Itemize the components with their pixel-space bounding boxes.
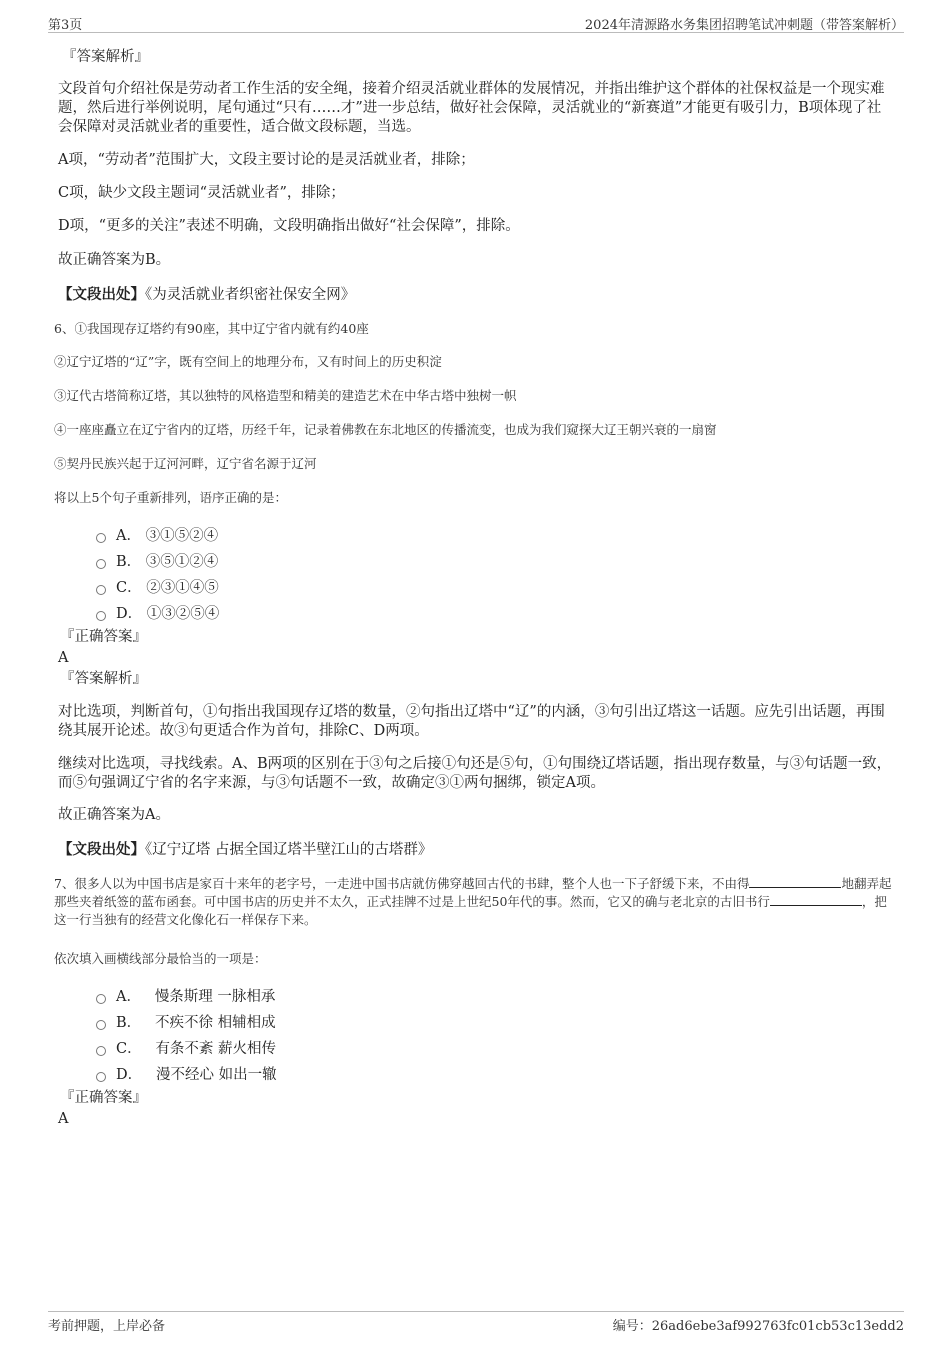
source-line xyxy=(58,285,355,305)
question-sentence: ⑤契丹民族兴起于辽河河畔，辽宁省名源于辽河 xyxy=(54,456,317,471)
answer-label: 『正确答案』 xyxy=(60,629,147,645)
radio-icon[interactable] xyxy=(96,1020,106,1030)
answer-label: 『正确答案』 xyxy=(60,1090,147,1106)
option-c[interactable]: C． 有条不紊 薪火相传 xyxy=(96,1037,276,1058)
radio-icon[interactable] xyxy=(96,1046,106,1056)
conclusion: 故正确答案为B。 xyxy=(58,252,171,268)
document-id: 编号：26ad6ebe3af992763fc01cb53c13edd2 xyxy=(612,1319,904,1334)
analysis-option-c: C项，缺少文段主题词“灵活就业者”，排除； xyxy=(58,185,345,201)
analysis-option-a: A项，“劳动者”范围扩大，文段主要讨论的是灵活就业者，排除； xyxy=(58,152,475,168)
radio-icon[interactable] xyxy=(96,611,106,621)
option-b[interactable]: B． ③⑤①②④ xyxy=(96,550,218,571)
question-sentence: 6、①我国现存辽塔约有90座，其中辽宁省内就有约40座 xyxy=(54,321,369,336)
answer-blank xyxy=(770,893,862,906)
question-stem: 7、很多人以为中国书店是家百十来年的老字号，一走进中国书店就仿佛穿越回古代的书肆，整个人也一下子舒缓下来，不由得 地翻弄起那些夹着纸签的蓝布函套。可中国书店的历史并不太久，正式挂牌不过是上世纪50年代的事。然而，它又的确与老北京的古旧书行 ，把这一行当独有的经营文化像化石一样保存下来。 xyxy=(54,876,892,927)
page-number: 第3页 xyxy=(48,18,83,33)
answer-value: A xyxy=(58,1111,69,1127)
question-prompt: 将以上5个句子重新排列，语序正确的是： xyxy=(54,490,287,505)
radio-icon[interactable] xyxy=(96,533,106,543)
page-header xyxy=(48,12,904,33)
source-label: 【文段出处】 xyxy=(58,286,145,303)
radio-icon[interactable] xyxy=(96,585,106,595)
document-title: 2024年清源路水务集团招聘笔试冲刺题（带答案解析） xyxy=(584,18,904,33)
question-sentence: ③辽代古塔简称辽塔，其以独特的风格造型和精美的建造艺术在中华古塔中独树一帜 xyxy=(54,388,517,403)
option-d[interactable]: D． 漫不经心 如出一辙 xyxy=(96,1063,277,1084)
radio-icon[interactable] xyxy=(96,1072,106,1082)
answer-value: A xyxy=(58,650,69,666)
analysis-paragraph: 继续对比选项，寻找线索。A、B两项的区别在于③句之后接①句还是⑤句，①句围绕辽塔话题，指出现存数量，与③句话题一致，而⑤句强调辽宁省的名字来源，与③句话题不一致，故确定③①两句捆绑，锁定A项。 xyxy=(58,756,892,791)
radio-icon[interactable] xyxy=(96,559,106,569)
source-text: 《辽宁辽塔 占据全国辽塔半壁江山的古塔群》 xyxy=(145,842,433,858)
analysis-label: 『答案解析』 xyxy=(60,671,147,687)
source-label: 【文段出处】 xyxy=(58,841,145,858)
answer-blank xyxy=(749,875,841,888)
source-text: 《为灵活就业者织密社保安全网》 xyxy=(145,287,356,303)
option-a[interactable]: A． ③①⑤②④ xyxy=(96,524,218,545)
analysis-paragraph: 文段首句介绍社保是劳动者工作生活的安全绳，接着介绍灵活就业群体的发展情况，并指出维护这个群体的社保权益是一个现实难题，然后进行举例说明，尾句通过“只有……才”进一步总结，做好社会保障，灵活就业的“新赛道”才能更有吸引力，B项体现了社会保障对灵活就业者的重要性，适合做文段标题，当选。 xyxy=(58,81,885,135)
radio-icon[interactable] xyxy=(96,994,106,1004)
analysis-label: 『答案解析』 xyxy=(62,49,149,65)
option-d[interactable]: D． ①③②⑤④ xyxy=(96,602,219,623)
question-sentence: ④一座座矗立在辽宁省内的辽塔，历经千年，记录着佛教在东北地区的传播流变，也成为我们窥探大辽王朝兴衰的一扇窗 xyxy=(54,422,717,437)
option-c[interactable]: C． ②③①④⑤ xyxy=(96,576,219,597)
question-prompt: 依次填入画横线部分最恰当的一项是： xyxy=(54,951,267,966)
option-b[interactable]: B． 不疾不徐 相辅相成 xyxy=(96,1011,276,1032)
analysis-paragraph: 对比选项，判断首句，①句指出我国现存辽塔的数量，②句指出辽塔中“辽”的内涵，③句引出辽塔这一话题。应先引出话题，再围绕其展开论述。故③句更适合作为首句，排除C、D两项。 xyxy=(58,704,885,739)
conclusion: 故正确答案为A。 xyxy=(58,807,170,823)
option-a[interactable]: A． 慢条斯理 一脉相承 xyxy=(96,985,275,1006)
source-line xyxy=(58,840,432,860)
footer-slogan: 考前押题，上岸必备 xyxy=(48,1319,166,1334)
question-sentence: ②辽宁辽塔的“辽”字，既有空间上的地理分布，又有时间上的历史积淀 xyxy=(54,354,442,369)
analysis-option-d: D项，“更多的关注”表述不明确，文段明确指出做好“社会保障”，排除。 xyxy=(58,218,520,234)
page-footer xyxy=(48,1311,904,1334)
